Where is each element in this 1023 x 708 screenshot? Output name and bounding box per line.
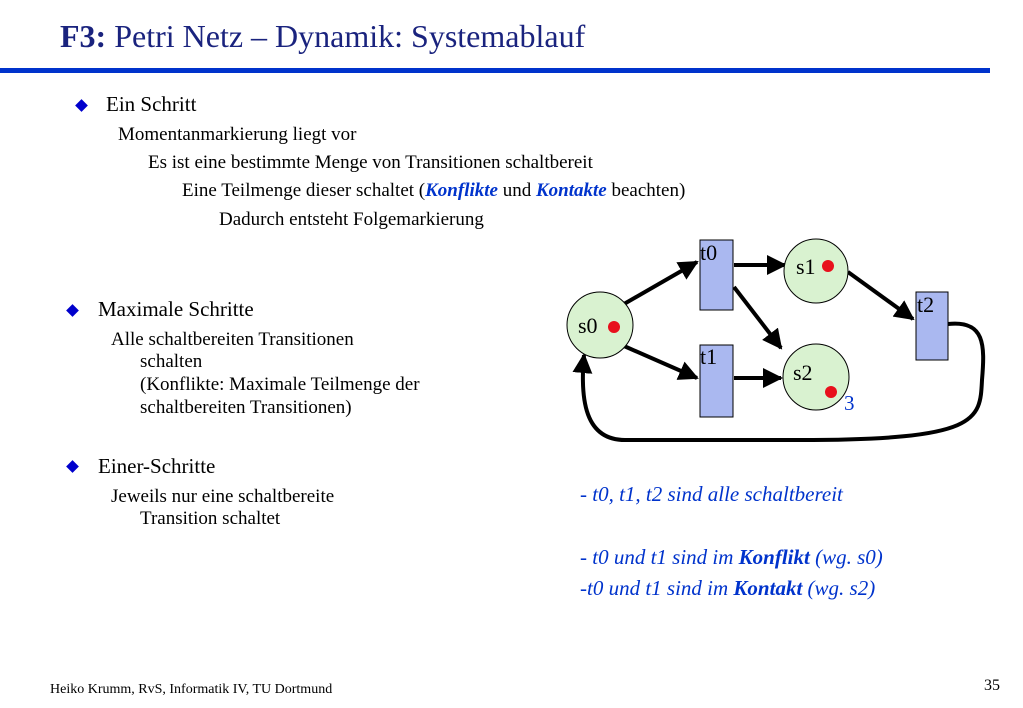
section1-line1: Momentanmarkierung liegt vor <box>118 124 357 145</box>
note-2-pre: - t0 und t1 sind im <box>580 545 734 569</box>
token-s2 <box>825 386 837 398</box>
section2-heading: Maximale Schritte <box>98 297 254 321</box>
label-s1: s1 <box>796 254 816 279</box>
capacity-label: 3 <box>844 391 855 415</box>
note-2-post: (wg. s0) <box>815 545 883 569</box>
note-2-term: Konflikt <box>738 545 810 569</box>
token-s1 <box>822 260 834 272</box>
arc-s1-t2 <box>848 272 913 319</box>
label-s2: s2 <box>793 360 813 385</box>
label-s0: s0 <box>578 313 598 338</box>
arc-t0-s2 <box>734 287 781 348</box>
title-text: Petri Netz – Dynamik: Systemablauf <box>114 18 586 54</box>
arc-s0-t0 <box>624 262 697 304</box>
section3-line1: Jeweils nur eine schaltbereite <box>111 486 335 507</box>
section3-line2: Transition schaltet <box>140 508 281 529</box>
section2-line1: Alle schaltbereiten Transitionen <box>111 329 354 350</box>
note-1: - t0, t1, t2 sind alle schaltbereit <box>580 482 843 506</box>
label-t0: t0 <box>700 240 718 265</box>
label-t1: t1 <box>700 344 718 369</box>
note-3-pre: -t0 und t1 sind im <box>580 576 729 600</box>
kontakte-term: Kontakte <box>535 180 607 201</box>
section2-line4: schaltbereiten Transitionen) <box>140 397 352 418</box>
note-3-post: (wg. s2) <box>807 576 876 600</box>
section2-line2: schalten <box>140 351 203 372</box>
section1-line2: Es ist eine bestimmte Menge von Transitionen schaltbereit <box>148 152 593 173</box>
arc-s0-t1 <box>624 346 697 378</box>
token-s0 <box>608 321 620 333</box>
section2-line3: (Konflikte: Maximale Teilmenge der <box>140 374 420 395</box>
section1-heading: Ein Schritt <box>106 92 197 116</box>
line3-post: beachten) <box>611 180 686 201</box>
section1-line4: Dadurch entsteht Folgemarkierung <box>219 209 484 230</box>
line3-und: und <box>502 180 532 201</box>
konflikte-term: Konflikte <box>425 180 498 201</box>
label-t2: t2 <box>917 292 935 317</box>
note-3-term: Kontakt <box>733 576 803 600</box>
section3-heading: Einer-Schritte <box>98 454 216 478</box>
place-s1 <box>784 239 848 303</box>
line3-pre: Eine Teilmenge dieser schaltet ( <box>182 180 426 201</box>
note-3 <box>580 576 875 601</box>
title-prefix: F3: <box>60 18 107 54</box>
page-number: 35 <box>984 677 1000 694</box>
footer-author: Heiko Krumm, RvS, Informatik IV, TU Dortmund <box>50 682 333 697</box>
note-2 <box>580 545 883 570</box>
place-s0 <box>567 292 633 358</box>
